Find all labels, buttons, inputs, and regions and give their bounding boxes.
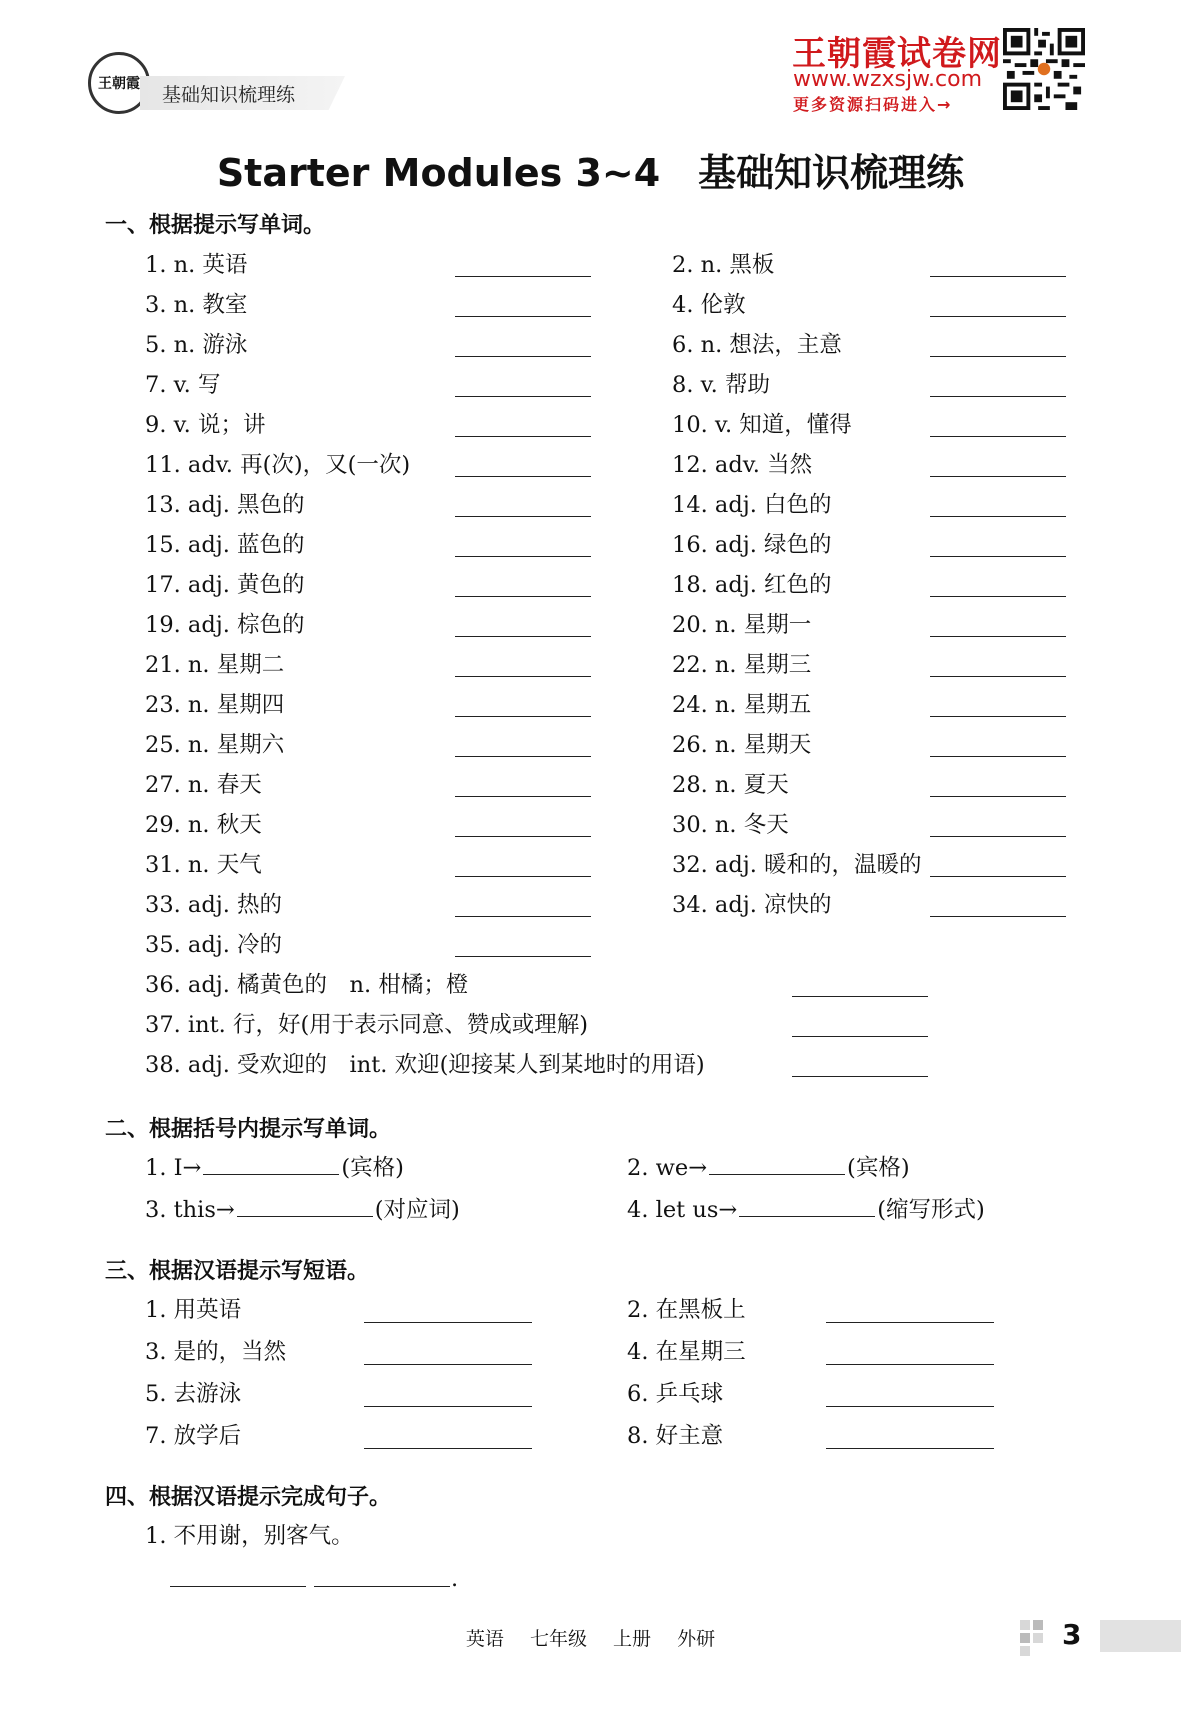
answer-blank[interactable] xyxy=(930,716,1066,717)
answer-blank[interactable] xyxy=(455,916,591,917)
section-2-item-hint: (宾格) xyxy=(847,1155,910,1181)
answer-blank[interactable] xyxy=(314,1586,450,1587)
section-1-heading: 一、根据提示写单词。 xyxy=(105,213,326,238)
page-bar xyxy=(1100,1620,1181,1652)
answer-blank[interactable] xyxy=(455,516,591,517)
answer-blank[interactable] xyxy=(826,1448,994,1449)
section-3-heading: 三、根据汉语提示写短语。 xyxy=(105,1259,370,1284)
section-1-item: 11. adv. 再(次)，又(一次) xyxy=(145,452,411,478)
answer-blank[interactable] xyxy=(237,1194,373,1217)
section-1-item: 6. n. 想法，主意 xyxy=(672,332,842,358)
answer-blank[interactable] xyxy=(455,556,591,557)
section-1-item: 17. adj. 黄色的 xyxy=(145,572,305,598)
answer-blank[interactable] xyxy=(792,1036,928,1037)
section-3-item: 6. 乒乓球 xyxy=(627,1381,724,1407)
section-1-item: 13. adj. 黑色的 xyxy=(145,492,305,518)
section-3-item: 1. 用英语 xyxy=(145,1297,242,1323)
section-1-item: 8. v. 帮助 xyxy=(672,372,770,398)
section-1-item: 24. n. 星期五 xyxy=(672,692,812,718)
answer-blank[interactable] xyxy=(930,556,1066,557)
section-1-item: 16. adj. 绿色的 xyxy=(672,532,832,558)
section-1-item: 20. n. 星期一 xyxy=(672,612,812,638)
answer-blank[interactable] xyxy=(930,756,1066,757)
section-1-item: 19. adj. 棕色的 xyxy=(145,612,305,638)
site-tip: 更多资源扫码进入→ xyxy=(793,95,953,114)
page-number: 3 xyxy=(1062,1618,1082,1651)
section-1-item: 9. v. 说；讲 xyxy=(145,412,266,438)
answer-blank[interactable] xyxy=(455,396,591,397)
section-3-item: 3. 是的，当然 xyxy=(145,1339,287,1365)
answer-blank[interactable] xyxy=(930,636,1066,637)
section-3-item: 8. 好主意 xyxy=(627,1423,724,1449)
section-1-item: 15. adj. 蓝色的 xyxy=(145,532,305,558)
answer-blank[interactable] xyxy=(364,1448,532,1449)
section-1-item: 34. adj. 凉快的 xyxy=(672,892,832,918)
section-2-item xyxy=(627,1192,985,1224)
section-1-item: 35. adj. 冷的 xyxy=(145,932,283,958)
section-2-item-hint: (缩写形式) xyxy=(877,1197,985,1223)
end-mark: . xyxy=(451,1566,459,1592)
section-1-item: 30. n. 冬天 xyxy=(672,812,789,838)
answer-blank[interactable] xyxy=(455,876,591,877)
answer-blank[interactable] xyxy=(930,436,1066,437)
answer-blank[interactable] xyxy=(455,476,591,477)
section-4-heading: 四、根据汉语提示完成句子。 xyxy=(105,1485,392,1510)
section-1-item: 10. v. 知道，懂得 xyxy=(672,412,852,438)
section-3-item: 7. 放学后 xyxy=(145,1423,242,1449)
footer-volume: 上册 xyxy=(613,1628,652,1650)
answer-blank[interactable] xyxy=(455,756,591,757)
section-2-item xyxy=(145,1192,460,1224)
answer-blank[interactable] xyxy=(930,516,1066,517)
section-2-item xyxy=(627,1150,910,1182)
section-2-item-hint: (对应词) xyxy=(374,1197,460,1223)
page-title: Starter Modules 3~4 基础知识梳理练 xyxy=(216,151,965,195)
site-url[interactable]: www.wzxsjw.com xyxy=(793,67,983,92)
section-1-item: 26. n. 星期天 xyxy=(672,732,812,758)
answer-blank[interactable] xyxy=(455,436,591,437)
answer-blank[interactable] xyxy=(709,1152,845,1175)
section-1-item: 22. n. 星期三 xyxy=(672,652,812,678)
answer-blank[interactable] xyxy=(792,1076,928,1077)
answer-blank[interactable] xyxy=(826,1406,994,1407)
section-1-item: 23. n. 星期四 xyxy=(145,692,285,718)
answer-blank[interactable] xyxy=(930,796,1066,797)
answer-blank[interactable] xyxy=(455,716,591,717)
footer-edition: 外研 xyxy=(677,1628,716,1650)
section-1-item: 12. adv. 当然 xyxy=(672,452,813,478)
answer-blank[interactable] xyxy=(739,1194,875,1217)
answer-blank[interactable] xyxy=(455,836,591,837)
section-1-item: 38. adj. 受欢迎的 int. 欢迎(迎接某人到某地时的用语) xyxy=(145,1052,705,1078)
footer-info xyxy=(0,1624,1181,1651)
answer-blank[interactable] xyxy=(455,596,591,597)
answer-blank[interactable] xyxy=(826,1364,994,1365)
qr-code-icon[interactable] xyxy=(1003,28,1085,110)
section-1-item: 28. n. 夏天 xyxy=(672,772,789,798)
answer-blank[interactable] xyxy=(455,316,591,317)
section-tag: 基础知识梳理练 xyxy=(162,84,296,106)
section-2-item xyxy=(145,1150,404,1182)
section-3-item: 2. 在黑板上 xyxy=(627,1297,746,1323)
answer-blank[interactable] xyxy=(930,476,1066,477)
answer-blank[interactable] xyxy=(930,356,1066,357)
answer-blank[interactable] xyxy=(364,1406,532,1407)
answer-blank[interactable] xyxy=(930,836,1066,837)
section-1-item: 36. adj. 橘黄色的 n. 柑橘；橙 xyxy=(145,972,469,998)
answer-blank[interactable] xyxy=(826,1322,994,1323)
section-1-item: 37. int. 行，好(用于表示同意、赞成或理解) xyxy=(145,1012,589,1038)
section-4-item: 1. 不用谢，别客气。 xyxy=(145,1523,354,1549)
section-1-item: 18. adj. 红色的 xyxy=(672,572,832,598)
section-1-item: 32. adj. 暖和的，温暖的 xyxy=(672,852,922,878)
answer-blank[interactable] xyxy=(930,396,1066,397)
section-1-item: 5. n. 游泳 xyxy=(145,332,248,358)
footer-subject: 英语 xyxy=(465,1628,504,1650)
section-1-item: 21. n. 星期二 xyxy=(145,652,285,678)
section-1-item: 33. adj. 热的 xyxy=(145,892,283,918)
answer-blank[interactable] xyxy=(455,636,591,637)
answer-blank[interactable] xyxy=(930,276,1066,277)
answer-blank[interactable] xyxy=(930,316,1066,317)
section-1-item: 31. n. 天气 xyxy=(145,852,262,878)
answer-blank[interactable] xyxy=(930,876,1066,877)
page-marker-icon xyxy=(1020,1620,1056,1656)
footer-grade: 七年级 xyxy=(529,1628,587,1650)
answer-blank[interactable] xyxy=(930,676,1066,677)
section-1-item: 3. n. 教室 xyxy=(145,292,248,318)
section-2-item-prefix: 3. this→ xyxy=(145,1197,235,1223)
section-1-item: 1. n. 英语 xyxy=(145,252,248,278)
answer-blank[interactable] xyxy=(455,956,591,957)
section-1-item: 2. n. 黑板 xyxy=(672,252,775,278)
answer-blank[interactable] xyxy=(364,1322,532,1323)
answer-blank[interactable] xyxy=(792,996,928,997)
answer-blank[interactable] xyxy=(364,1364,532,1365)
logo-text: 王朝霞 xyxy=(98,76,140,92)
answer-blank[interactable] xyxy=(203,1152,339,1175)
section-1-item: 4. 伦敦 xyxy=(672,292,746,318)
section-1-item: 25. n. 星期六 xyxy=(145,732,285,758)
answer-blank[interactable] xyxy=(455,676,591,677)
section-1-item: 7. v. 写 xyxy=(145,372,221,398)
section-2-heading: 二、根据括号内提示写单词。 xyxy=(105,1117,392,1142)
section-2-item-prefix: 2. we→ xyxy=(627,1155,708,1181)
section-3-item: 5. 去游泳 xyxy=(145,1381,242,1407)
section-2-item-prefix: 4. let us→ xyxy=(627,1197,738,1223)
answer-blank[interactable] xyxy=(170,1586,306,1587)
site-name[interactable]: 王朝霞试卷网 xyxy=(792,34,1002,74)
answer-blank[interactable] xyxy=(930,916,1066,917)
answer-blank[interactable] xyxy=(455,796,591,797)
section-1-item: 27. n. 春天 xyxy=(145,772,262,798)
answer-blank[interactable] xyxy=(455,276,591,277)
section-2-item-prefix: 1. I→ xyxy=(145,1155,202,1181)
section-1-item: 29. n. 秋天 xyxy=(145,812,262,838)
answer-blank[interactable] xyxy=(930,596,1066,597)
answer-blank[interactable] xyxy=(455,356,591,357)
section-2-item-hint: (宾格) xyxy=(341,1155,404,1181)
section-3-item: 4. 在星期三 xyxy=(627,1339,746,1365)
section-1-item: 14. adj. 白色的 xyxy=(672,492,832,518)
